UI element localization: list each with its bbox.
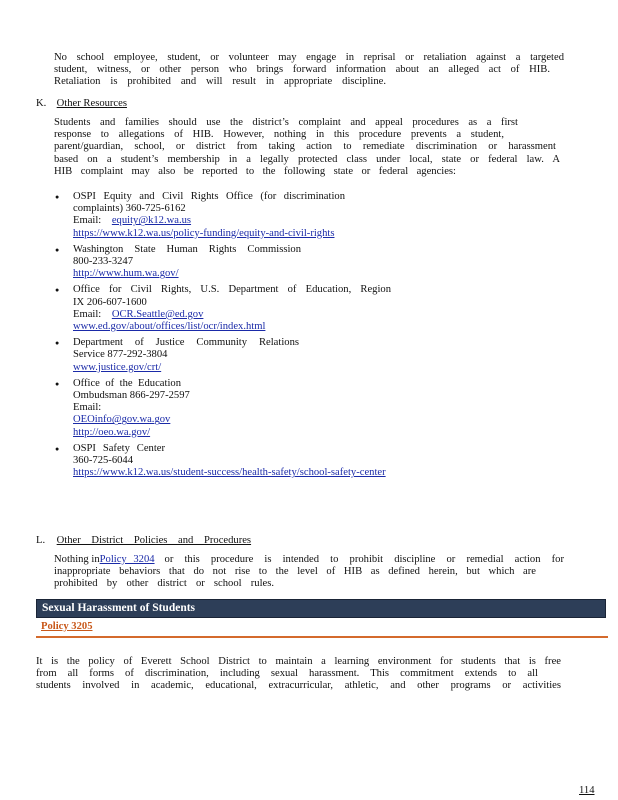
paragraph-line: Retaliation is prohibited and will result in appropriate discipline. [54, 76, 386, 88]
agency-phone: Service 877-292-3804 [73, 349, 168, 361]
section-title: Other District Policies and Procedures [56, 535, 252, 546]
email-label: Email: [73, 402, 102, 414]
email-link[interactable]: OEOinfo@gov.wa.gov [73, 414, 171, 426]
paragraph-line: response to allegations of HIB. However, nothing in this procedure prevents a student, [54, 129, 504, 141]
list-item-doj [54, 337, 554, 374]
agency-phone: IX 206-607-1600 [73, 296, 147, 308]
agency-phone: complaints) 360-725-6162 [73, 203, 186, 215]
sexual-harassment-section-bar [36, 599, 606, 618]
section-title: Other Resources [56, 98, 127, 109]
agency-url-link[interactable]: www.justice.gov/crt/ [73, 361, 162, 373]
email-link[interactable]: OCR.Seattle@ed.gov [111, 308, 204, 320]
section-letter: K. [36, 98, 47, 109]
agency-phone: 800-233-3247 [73, 256, 134, 268]
list-item-ocr [54, 284, 554, 333]
paragraph-line: from all forms of discrimination, including sexual harassment. This commitment extends to all [36, 668, 538, 680]
divider [36, 636, 608, 638]
agency-name: ● Department of Justice Community Relations [73, 337, 299, 349]
text-fragment: Nothing in [54, 554, 100, 565]
other-resources-paragraph [54, 117, 564, 178]
email-label: Email: [73, 308, 102, 320]
list-item-safety-center [54, 443, 554, 480]
page-number: 114 [579, 785, 595, 796]
paragraph-line: prohibited by other district or school rules. [54, 578, 274, 590]
agencies-list [54, 191, 554, 483]
agency-name: ● OSPI Safety Center [73, 442, 165, 454]
paragraph-line: based on a student’s membership in a legally protected class under local, state or federal law. A [54, 153, 560, 165]
agency-name: ● Washington State Human Rights Commission [73, 243, 301, 255]
agency-name: ● Office of the Education [73, 377, 181, 389]
paragraph-line: parent/guardian, school, or district from taking action to remediate discrimination or harassment [54, 141, 556, 153]
agency-url-link[interactable]: http://oeo.wa.gov/ [73, 426, 151, 438]
list-item-human-rights [54, 244, 554, 281]
paragraph-line [54, 554, 564, 566]
section-heading: Sexual Harassment of Students [42, 602, 196, 614]
section-letter: L. [36, 535, 46, 546]
list-item-ospi-equity [54, 191, 554, 240]
section-l-heading [36, 535, 267, 547]
agency-name: ● OSPI Equity and Civil Rights Office (for discrimination [73, 191, 345, 202]
email-link[interactable]: equity@k12.wa.us [111, 215, 192, 227]
agency-url-link[interactable]: http://www.hum.wa.gov/ [73, 268, 179, 280]
agency-url-link[interactable]: www.ed.gov/about/offices/list/ocr/index.html [73, 321, 266, 333]
paragraph-line: It is the policy of Everett School District to maintain a learning environment for students that is free [36, 656, 561, 667]
retaliation-paragraph [54, 52, 564, 89]
agency-phone: 360-725-6044 [73, 455, 134, 467]
section-k-heading [36, 98, 145, 110]
paragraph-line: students involved in academic, educational, extracurricular, athletic, and other programs or activities [36, 680, 561, 692]
paragraph-line: HIB complaint may also be reported to the following state or federal agencies: [54, 165, 456, 177]
agency-name: ● Office for Civil Rights, U.S. Department of Education, Region [73, 284, 391, 296]
sexual-harassment-paragraph [36, 656, 561, 693]
policy-3205-link[interactable]: Policy 3205 [41, 621, 93, 632]
agency-url-link[interactable]: https://www.k12.wa.us/student-success/health-safety/school-safety-center [73, 467, 386, 479]
paragraph-line: No school employee, student, or volunteer may engage in reprisal or retaliation against a targeted [54, 52, 564, 63]
agency-phone: Ombudsman 866-297-2597 [73, 390, 190, 402]
other-policies-paragraph [54, 554, 564, 591]
paragraph-line: inappropriate behaviors that do not rise to the level of HIB as defined herein, but which are [54, 566, 536, 578]
policy-3204-link[interactable]: Policy 3204 [99, 554, 155, 565]
agency-url-link[interactable]: https://www.k12.wa.us/policy-funding/equity-and-civil-rights [73, 227, 335, 239]
paragraph-line: Students and families should use the district’s complaint and appeal procedures as a first [54, 117, 518, 128]
list-item-ombudsman [54, 378, 554, 439]
paragraph-line: student, witness, or other person who brings forward information about an alleged act of HIB. [54, 64, 550, 76]
email-label: Email: [73, 215, 102, 227]
text-fragment: or this procedure is intended to prohibit discipline or remedial action for [164, 554, 564, 565]
